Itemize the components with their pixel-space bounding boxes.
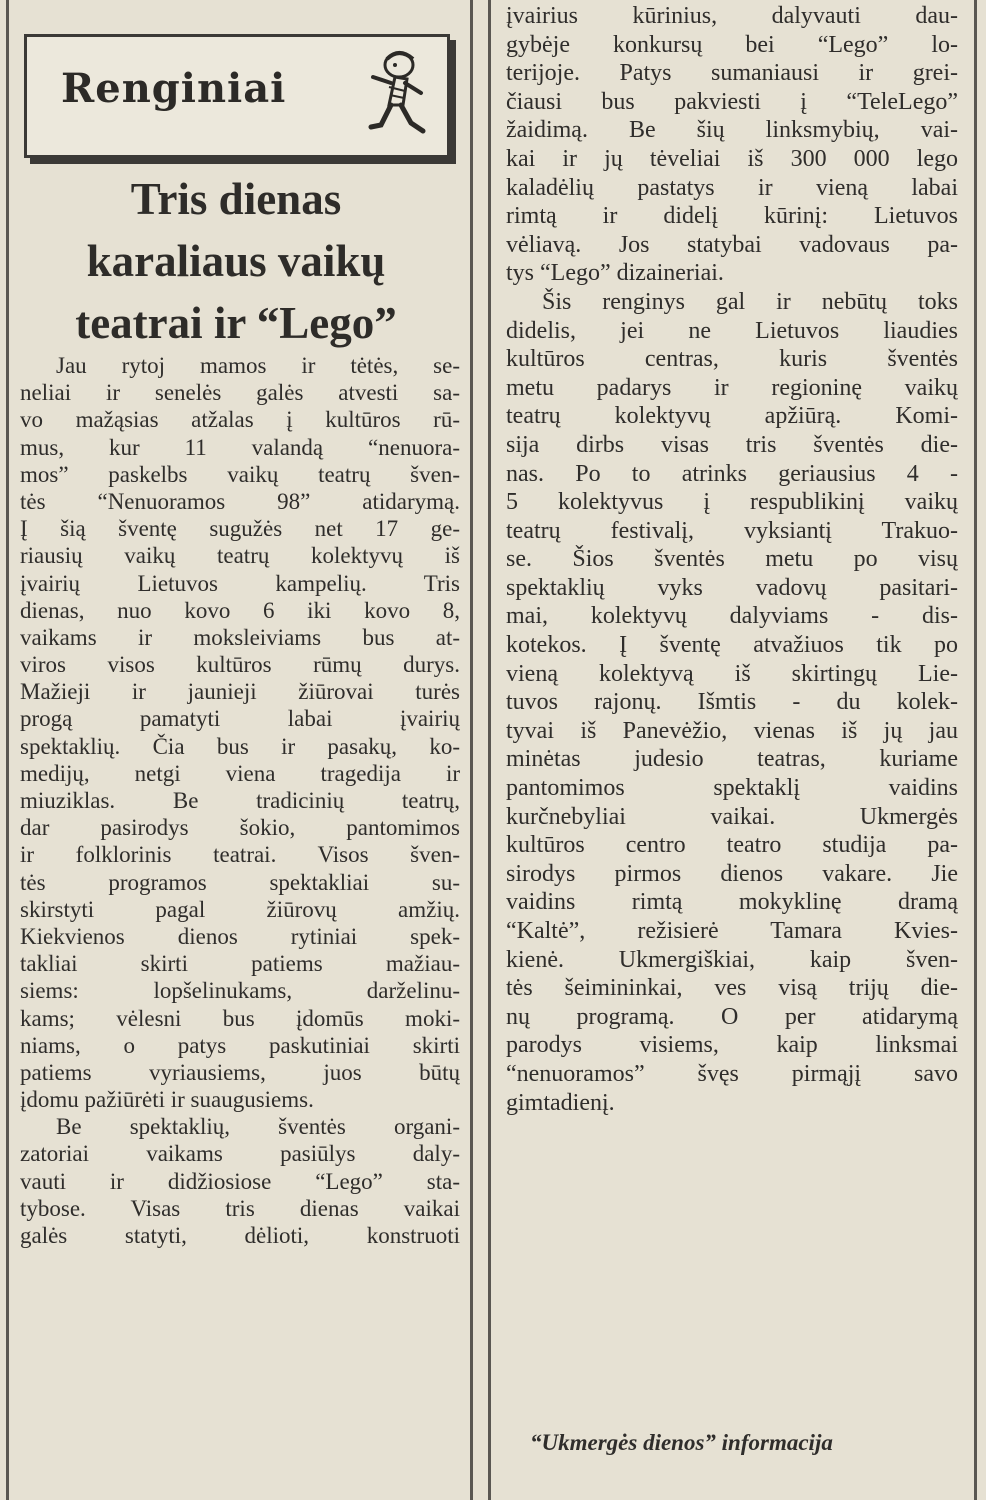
text-line: minėtas judesio teatras, kuriame [506, 746, 958, 773]
headline-line: karaliaus vaikų [86, 236, 386, 286]
text-line: niams, o patys paskutiniai skirti [20, 1032, 460, 1058]
text-line: kienė. Ukmergiškiai, kaip šven- [506, 946, 958, 973]
text-line: vauti ir didžiosiose “Lego” sta- [20, 1168, 460, 1194]
text-line: spektaklių vyks vadovų pasitari- [506, 574, 958, 601]
text-line: mai, kolektyvų dalyviams - dis- [506, 603, 958, 630]
text-line: ir folklorinis teatrai. Visos šven- [20, 842, 460, 868]
running-child-icon [359, 47, 433, 143]
text-line: miuziklas. Be tradicinių teatrų, [20, 788, 460, 813]
text-line: Į šią šventę sugužės net 17 ge- [20, 516, 460, 542]
text-line: čiausi bus pakviesti į “TeleLego” [506, 88, 958, 115]
text-line: tės šeimininkai, ves visą trijų die- [506, 975, 958, 1002]
text-line: kultūros centras, kuris šventės [506, 346, 958, 373]
text-line: tybose. Visas tris dienas vaikai [20, 1195, 460, 1221]
text-line: dar pasirodys šokio, pantomimos [20, 815, 460, 841]
text-line: pantomimos spektaklį vaidins [506, 775, 958, 802]
left-column [6, 0, 466, 1500]
text-line: tės “Nenuoramos 98” atidarymą. [20, 488, 460, 514]
text-line: teatrų festivalį, vyksiantį Trakuo- [506, 517, 958, 544]
text-line: vieną kolektyvą iš skirtingų Lie- [506, 660, 958, 687]
text-line: siems: lopšelinukams, darželinu- [20, 978, 460, 1004]
text-line: sirodys pirmos dienos vakare. Jie [506, 860, 958, 887]
text-line: viros visos kultūros rūmų durys. [20, 652, 460, 678]
text-line: skirstyti pagal žiūrovų amžių. [20, 896, 460, 922]
text-line: nų programą. O per atidarymą [506, 1003, 958, 1030]
text-line: tuvos rajonų. Išmtis - du kolek- [506, 689, 958, 716]
text-line: “Kaltė”, režisierė Tamara Kvies- [506, 918, 958, 944]
text-line: vo mažąsias atžalas į kultūros rū- [20, 407, 460, 433]
text-line: įvairių Lietuvos kampelių. Tris [20, 570, 460, 596]
text-line: spektaklių. Čia bus ir pasakų, ko- [20, 733, 460, 759]
text-line: kultūros centro teatro studija pa- [506, 832, 958, 859]
section-title: Renginiai [61, 65, 287, 112]
text-line: nas. Po to atrinks geriausius 4 - [506, 460, 958, 487]
text-line: takliai skirti patiems mažiau- [20, 951, 460, 977]
text-line: vaidins rimtą mokyklinę dramą [506, 889, 958, 916]
text-line: galės statyti, dėlioti, konstruoti [20, 1223, 460, 1248]
article-credit: “Ukmergės dienos” informacija [530, 1430, 833, 1455]
text-line: didelis, jei ne Lietuvos liaudies [506, 317, 958, 344]
text-line: Mažieji ir jaunieji žiūrovai turės [20, 679, 460, 705]
text-line: tys “Lego” dizaineriai. [506, 260, 724, 287]
text-line: įdomu pažiūrėti ir suaugusiems. [20, 1087, 314, 1113]
text-line: rimtą ir didelį kūrinį: Lietuvos [506, 203, 958, 230]
text-line: riausių vaikų teatrų kolektyvų iš [20, 543, 460, 569]
text-line: žaidimą. Be šių linksmybių, vai- [506, 117, 958, 144]
text-line: mus, kur 11 valandą “nenuora- [20, 434, 460, 460]
text-line: tyvai iš Panevėžio, vienas iš jų jau [506, 717, 958, 744]
text-line: sija dirbs visas tris šventės die- [506, 431, 958, 458]
text-line: gimtadienį. [506, 1089, 615, 1116]
headline-line: Tris dienas [130, 174, 342, 224]
text-line: Šis renginys gal ir nebūtų toks [542, 288, 958, 315]
text-line: kurčnebyliai vaikai. Ukmergės [506, 803, 958, 830]
text-line: mos” paskelbs vaikų teatrų šven- [20, 461, 460, 487]
left-article-body [20, 352, 460, 1249]
column-divider-left [470, 0, 473, 1500]
text-line: įvairius kūrinius, dalyvauti dau- [506, 3, 958, 29]
text-line: Jau rytoj mamos ir tėtės, se- [56, 353, 460, 378]
headline-line: teatrai ir “Lego” [75, 298, 397, 348]
text-line: parodys visiems, kaip linksmai [506, 1032, 958, 1059]
text-line: metu padarys ir regioninę vaikų [506, 374, 958, 401]
column-divider-right [488, 0, 491, 1500]
text-line: se. Šios šventės metu po visų [506, 546, 958, 573]
text-line: 5 kolektyvus į respublikinį vaikų [506, 489, 958, 516]
section-header [24, 34, 450, 158]
text-line: gybėje konkursų bei “Lego” lo- [506, 31, 958, 58]
text-line: dienas, nuo kovo 6 iki kovo 8, [20, 597, 460, 623]
text-line: Be spektaklių, šventės organi- [56, 1114, 460, 1140]
right-column [494, 0, 966, 1500]
right-border [974, 0, 977, 1500]
text-line: vaikams ir moksleiviams bus at- [20, 624, 460, 650]
right-article-body [506, 2, 958, 1117]
text-line: medijų, netgi viena tragedija ir [20, 760, 460, 786]
text-line: patiems vyriausiems, juos būtų [20, 1059, 460, 1085]
text-line: teatrų kolektyvų apžiūrą. Komi- [506, 403, 958, 430]
text-line: terijoje. Patys sumaniausi ir grei- [506, 60, 958, 87]
text-line: kotekos. Į šventę atvažiuos tik po [506, 632, 958, 659]
text-line: Kiekvienos dienos rytiniai spek- [20, 923, 460, 949]
text-line: neliai ir senelės galės atvesti sa- [20, 380, 460, 406]
text-line: zatoriai vaikams pasiūlys daly- [20, 1141, 460, 1167]
text-line: kams; vėlesni bus įdomūs moki- [20, 1005, 460, 1031]
text-line: vėliavą. Jos statybai vadovaus pa- [506, 231, 958, 258]
text-line: kai ir jų tėveliai iš 300 000 lego [506, 145, 958, 172]
text-line: kaladėlių pastatys ir vieną labai [506, 174, 958, 201]
text-line: progą pamatyti labai įvairių [20, 706, 460, 732]
text-line: tės programos spektakliai su- [20, 869, 460, 895]
text-line: “nenuoramos” švęs pirmąjį savo [506, 1060, 958, 1087]
article-headline [16, 168, 456, 354]
